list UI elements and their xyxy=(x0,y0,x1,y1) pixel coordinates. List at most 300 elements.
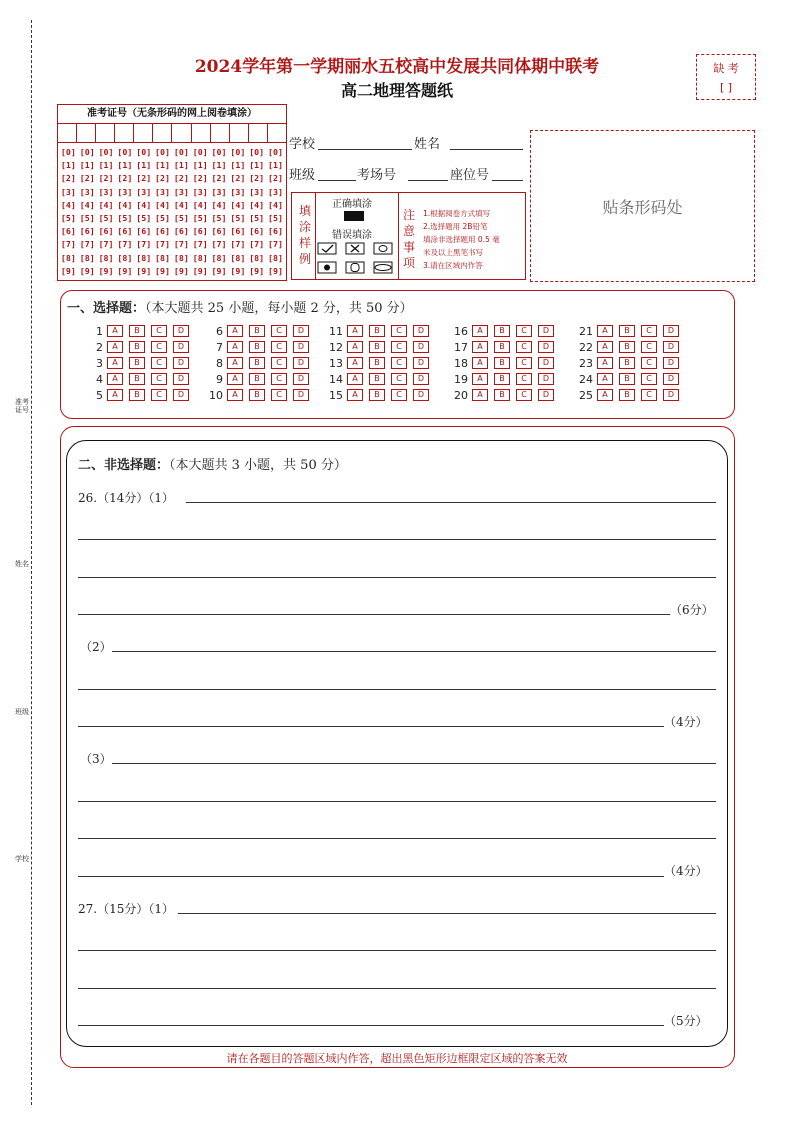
q26-3-line-4[interactable] xyxy=(78,876,664,877)
exam-number-bubble[interactable]: [2] xyxy=(79,173,95,184)
exam-number-bubble[interactable]: [4] xyxy=(230,199,246,210)
option-bubble[interactable]: A xyxy=(347,357,363,369)
option-bubble[interactable]: A xyxy=(597,357,613,369)
exam-number-bubble[interactable]: [3] xyxy=(192,186,208,197)
option-bubble[interactable]: B xyxy=(369,389,385,401)
choice-section-header xyxy=(67,297,413,316)
exam-number-bubble[interactable]: [2] xyxy=(268,173,284,184)
exam-number-write-cell[interactable] xyxy=(96,124,115,142)
exam-number-bubble[interactable]: [8] xyxy=(173,252,189,263)
exam-number-bubble[interactable]: [5] xyxy=(155,213,171,224)
option-bubble[interactable]: D xyxy=(413,357,429,369)
exam-title: 2024学年第一学期丽水五校高中发展共同体期中联考 xyxy=(194,57,600,77)
exam-number-bubble[interactable]: [2] xyxy=(136,173,152,184)
option-bubble[interactable]: D xyxy=(173,373,189,385)
exam-number-bubble[interactable]: [3] xyxy=(268,186,284,197)
exam-number-bubble[interactable]: [9] xyxy=(249,265,265,276)
option-bubble[interactable]: A xyxy=(597,341,613,353)
option-bubble[interactable]: D xyxy=(413,389,429,401)
exam-number-write-cell[interactable] xyxy=(153,124,172,142)
exam-number-bubble[interactable]: [1] xyxy=(117,160,133,171)
option-bubble[interactable]: D xyxy=(663,357,679,369)
option-bubble[interactable]: B xyxy=(619,389,635,401)
option-bubble[interactable]: B xyxy=(619,325,635,337)
option-bubble[interactable]: A xyxy=(472,341,488,353)
option-bubble[interactable]: D xyxy=(538,341,554,353)
exam-number-bubble[interactable]: [7] xyxy=(60,239,76,250)
seat-label: 座位号 xyxy=(450,168,490,183)
option-bubble[interactable]: A xyxy=(227,389,243,401)
exam-number-bubble[interactable]: [9] xyxy=(192,265,208,276)
fill-sample-side-label: 填 涂 样 例 xyxy=(298,204,311,266)
option-bubble[interactable]: C xyxy=(641,357,657,369)
room-label: 考场号 xyxy=(357,168,397,183)
barcode-area xyxy=(530,130,755,282)
option-bubble[interactable]: A xyxy=(472,389,488,401)
exam-number-bubble[interactable]: [2] xyxy=(192,173,208,184)
q26-3-label: （3） xyxy=(80,752,112,766)
exam-number-bubble[interactable]: [9] xyxy=(230,265,246,276)
option-bubble[interactable]: A xyxy=(107,357,123,369)
exam-number-bubble[interactable]: [8] xyxy=(249,252,265,263)
exam-number-bubble[interactable]: [3] xyxy=(117,186,133,197)
exam-number-bubble[interactable]: [8] xyxy=(192,252,208,263)
exam-number-bubble[interactable]: [5] xyxy=(98,213,114,224)
exam-number-bubble[interactable]: [2] xyxy=(60,173,76,184)
option-bubble[interactable]: D xyxy=(538,373,554,385)
exam-number-bubble[interactable]: [3] xyxy=(230,186,246,197)
exam-number-bubble[interactable]: [1] xyxy=(60,160,76,171)
choice-question-row xyxy=(81,387,195,403)
exam-number-bubble[interactable]: [1] xyxy=(98,160,114,171)
class-field[interactable] xyxy=(318,180,356,181)
exam-number-bubble[interactable]: [6] xyxy=(60,226,76,237)
school-label: 学校 xyxy=(289,137,316,152)
option-bubble[interactable]: D xyxy=(413,341,429,353)
q26-1-line-2[interactable] xyxy=(78,539,716,540)
option-bubble[interactable]: D xyxy=(293,325,309,337)
exam-number-bubble[interactable]: [5] xyxy=(136,213,152,224)
exam-number-bubble[interactable]: [7] xyxy=(230,239,246,250)
exam-number-bubble[interactable]: [9] xyxy=(117,265,133,276)
option-bubble[interactable]: C xyxy=(641,341,657,353)
option-bubble[interactable]: C xyxy=(391,373,407,385)
exam-number-bubble[interactable]: [5] xyxy=(60,213,76,224)
exam-number-bubble[interactable]: [7] xyxy=(173,239,189,250)
exam-number-bubble[interactable]: [5] xyxy=(79,213,95,224)
exam-number-bubble[interactable]: [9] xyxy=(136,265,152,276)
option-bubble[interactable]: C xyxy=(151,357,167,369)
exam-number-bubble[interactable]: [7] xyxy=(249,239,265,250)
option-bubble[interactable]: C xyxy=(516,373,532,385)
option-bubble[interactable]: D xyxy=(173,389,189,401)
exam-number-bubble[interactable]: [0] xyxy=(136,147,152,157)
option-bubble[interactable]: D xyxy=(173,357,189,369)
exam-number-bubble[interactable]: [2] xyxy=(211,173,227,184)
exam-number-bubble[interactable]: [3] xyxy=(79,186,95,197)
q26-3-line-1[interactable] xyxy=(112,763,716,764)
option-bubble[interactable]: B xyxy=(619,341,635,353)
choice-question-row xyxy=(81,339,195,355)
option-bubble[interactable]: D xyxy=(173,341,189,353)
option-bubble[interactable]: C xyxy=(271,357,287,369)
exam-number-write-cell[interactable] xyxy=(172,124,191,142)
option-bubble[interactable]: A xyxy=(472,373,488,385)
exam-number-bubble[interactable]: [5] xyxy=(117,213,133,224)
question-number: 4 xyxy=(96,372,103,386)
option-bubble[interactable]: A xyxy=(227,325,243,337)
room-field[interactable] xyxy=(408,180,448,181)
option-bubble[interactable]: B xyxy=(369,341,385,353)
option-bubble[interactable]: A xyxy=(227,373,243,385)
question-number: 22 xyxy=(579,340,593,354)
option-bubble[interactable]: B xyxy=(249,325,265,337)
option-bubble[interactable]: B xyxy=(494,325,510,337)
q27-label: 27.（15分）（1） xyxy=(78,902,174,916)
exam-number-bubble[interactable]: [3] xyxy=(60,186,76,197)
exam-number-bubble[interactable]: [2] xyxy=(117,173,133,184)
q26-1-line-4[interactable] xyxy=(78,614,670,615)
exam-number-bubble[interactable]: [6] xyxy=(136,226,152,237)
option-bubble[interactable]: A xyxy=(597,325,613,337)
exam-number-bubble[interactable]: [8] xyxy=(98,252,114,263)
exam-number-bubble[interactable]: [6] xyxy=(192,226,208,237)
option-bubble[interactable]: C xyxy=(391,325,407,337)
exam-number-bubble[interactable]: [4] xyxy=(60,199,76,210)
exam-number-write-cell[interactable] xyxy=(134,124,153,142)
q26-3-line-3[interactable] xyxy=(78,838,716,839)
choice-desc: （本大题共 25 小题，每小题 2 分，共 50 分） xyxy=(145,301,413,316)
exam-number-write-cell[interactable] xyxy=(230,124,249,142)
exam-number-bubble[interactable]: [5] xyxy=(173,213,189,224)
exam-number-bubble[interactable]: [9] xyxy=(268,265,284,276)
option-bubble[interactable]: B xyxy=(369,357,385,369)
option-bubble[interactable]: B xyxy=(129,389,145,401)
option-bubble[interactable]: C xyxy=(391,389,407,401)
school-field[interactable] xyxy=(318,149,412,150)
exam-number-bubble[interactable]: [0] xyxy=(211,147,227,157)
exam-number-bubble[interactable]: [8] xyxy=(79,252,95,263)
exam-number-bubble[interactable]: [9] xyxy=(173,265,189,276)
exam-number-bubble[interactable]: [1] xyxy=(268,160,284,171)
option-bubble[interactable]: A xyxy=(107,341,123,353)
exam-number-bubble[interactable]: [7] xyxy=(98,239,114,250)
option-bubble[interactable]: A xyxy=(107,373,123,385)
exam-number-bubble[interactable]: [3] xyxy=(155,186,171,197)
exam-number-bubble[interactable]: [4] xyxy=(192,199,208,210)
option-bubble[interactable]: C xyxy=(271,389,287,401)
q26-1-line-1[interactable] xyxy=(186,502,716,503)
exam-number-bubble[interactable]: [3] xyxy=(173,186,189,197)
option-bubble[interactable]: C xyxy=(151,325,167,337)
exam-number-write-cell[interactable] xyxy=(192,124,211,142)
question-number: 10 xyxy=(209,388,223,402)
option-bubble[interactable]: C xyxy=(641,373,657,385)
option-bubble[interactable]: B xyxy=(619,357,635,369)
option-bubble[interactable]: A xyxy=(347,389,363,401)
option-bubble[interactable]: C xyxy=(516,341,532,353)
exam-number-bubble[interactable]: [9] xyxy=(60,265,76,276)
exam-number-bubble[interactable]: [2] xyxy=(98,173,114,184)
exam-number-column xyxy=(172,146,191,278)
option-bubble[interactable]: B xyxy=(494,389,510,401)
exam-number-bubble[interactable]: [5] xyxy=(230,213,246,224)
option-bubble[interactable]: A xyxy=(472,357,488,369)
exam-number-bubble[interactable]: [0] xyxy=(60,147,76,157)
wrong-fill-label: 错误填涂 xyxy=(332,230,372,241)
option-bubble[interactable]: B xyxy=(129,357,145,369)
exam-number-bubble[interactable]: [4] xyxy=(211,199,227,210)
exam-number-box xyxy=(57,104,287,281)
exam-number-bubble[interactable]: [1] xyxy=(192,160,208,171)
exam-number-bubble[interactable]: [7] xyxy=(211,239,227,250)
q27-1-line-4[interactable] xyxy=(78,1025,664,1026)
q26-2-line-3[interactable] xyxy=(78,726,664,727)
exam-number-bubble[interactable]: [3] xyxy=(249,186,265,197)
notice-item: 米及以上黑笔书写 xyxy=(423,248,483,257)
exam-number-bubble[interactable]: [3] xyxy=(136,186,152,197)
exam-number-write-cell[interactable] xyxy=(77,124,96,142)
option-bubble[interactable]: A xyxy=(107,389,123,401)
option-bubble[interactable]: C xyxy=(271,325,287,337)
option-bubble[interactable]: C xyxy=(391,357,407,369)
option-bubble[interactable]: C xyxy=(151,341,167,353)
question-number: 6 xyxy=(216,324,223,338)
exam-number-bubble[interactable]: [4] xyxy=(136,199,152,210)
option-bubble[interactable]: B xyxy=(619,373,635,385)
option-bubble[interactable]: D xyxy=(293,373,309,385)
option-bubble[interactable]: B xyxy=(494,373,510,385)
exam-number-bubble[interactable]: [1] xyxy=(155,160,171,171)
exam-number-bubble[interactable]: [8] xyxy=(155,252,171,263)
option-bubble[interactable]: D xyxy=(293,341,309,353)
exam-number-bubble[interactable]: [6] xyxy=(98,226,114,237)
question-number: 7 xyxy=(216,340,223,354)
choice-question-row xyxy=(201,371,315,387)
exam-number-write-cell[interactable] xyxy=(249,124,268,142)
exam-number-bubble[interactable]: [1] xyxy=(136,160,152,171)
option-bubble[interactable]: D xyxy=(663,341,679,353)
choice-question-row xyxy=(571,339,685,355)
exam-number-bubble[interactable]: [4] xyxy=(155,199,171,210)
choice-question-row xyxy=(81,371,195,387)
q26-1-line-3[interactable] xyxy=(78,577,716,578)
option-bubble[interactable]: A xyxy=(472,325,488,337)
option-bubble[interactable]: A xyxy=(347,341,363,353)
option-bubble[interactable]: B xyxy=(249,357,265,369)
exam-number-bubble[interactable]: [4] xyxy=(98,199,114,210)
exam-number-bubble[interactable]: [8] xyxy=(268,252,284,263)
correct-fill-label: 正确填涂 xyxy=(332,199,372,210)
option-bubble[interactable]: A xyxy=(597,373,613,385)
exam-number-bubble[interactable]: [6] xyxy=(155,226,171,237)
exam-number-bubble[interactable]: [8] xyxy=(211,252,227,263)
exam-number-bubble[interactable]: [0] xyxy=(268,147,284,157)
option-bubble[interactable]: D xyxy=(663,373,679,385)
option-bubble[interactable]: D xyxy=(413,373,429,385)
option-bubble[interactable]: B xyxy=(369,325,385,337)
exam-number-bubble[interactable]: [4] xyxy=(249,199,265,210)
exam-number-bubble[interactable]: [1] xyxy=(79,160,95,171)
option-bubble[interactable]: C xyxy=(516,357,532,369)
exam-number-bubble[interactable]: [8] xyxy=(230,252,246,263)
option-bubble[interactable]: C xyxy=(391,341,407,353)
exam-number-write-row[interactable] xyxy=(58,124,286,143)
exam-number-bubble[interactable]: [7] xyxy=(268,239,284,250)
exam-number-bubble-grid[interactable] xyxy=(58,143,286,278)
exam-number-bubble[interactable]: [0] xyxy=(173,147,189,157)
exam-number-bubble[interactable]: [7] xyxy=(79,239,95,250)
option-bubble[interactable]: A xyxy=(227,341,243,353)
option-bubble[interactable]: C xyxy=(271,341,287,353)
option-bubble[interactable]: D xyxy=(413,325,429,337)
exam-number-bubble[interactable]: [6] xyxy=(249,226,265,237)
exam-number-bubble[interactable]: [0] xyxy=(79,147,95,157)
exam-number-bubble[interactable]: [1] xyxy=(249,160,265,171)
exam-number-bubble[interactable]: [4] xyxy=(79,199,95,210)
exam-number-bubble[interactable]: [1] xyxy=(230,160,246,171)
option-bubble[interactable]: B xyxy=(494,357,510,369)
exam-number-bubble[interactable]: [0] xyxy=(117,147,133,157)
exam-number-bubble[interactable]: [7] xyxy=(136,239,152,250)
exam-number-column xyxy=(59,146,78,278)
seat-field[interactable] xyxy=(492,180,523,181)
option-bubble[interactable]: B xyxy=(249,389,265,401)
option-bubble[interactable]: B xyxy=(249,373,265,385)
exam-number-bubble[interactable]: [2] xyxy=(230,173,246,184)
exam-number-bubble[interactable]: [6] xyxy=(268,226,284,237)
q27-1-line-3[interactable] xyxy=(78,988,716,989)
option-bubble[interactable]: D xyxy=(293,389,309,401)
choice-question-row xyxy=(321,387,435,403)
exam-number-bubble[interactable]: [7] xyxy=(155,239,171,250)
exam-number-bubble[interactable]: [9] xyxy=(79,265,95,276)
name-field[interactable] xyxy=(450,149,523,150)
exam-number-bubble[interactable]: [8] xyxy=(60,252,76,263)
option-bubble[interactable]: B xyxy=(129,373,145,385)
exam-number-bubble[interactable]: [8] xyxy=(117,252,133,263)
option-bubble[interactable]: A xyxy=(597,389,613,401)
fill-sample-box xyxy=(291,192,526,280)
exam-number-bubble[interactable]: [5] xyxy=(268,213,284,224)
choice-column xyxy=(201,323,315,403)
option-bubble[interactable]: C xyxy=(641,325,657,337)
exam-number-bubble[interactable]: [0] xyxy=(249,147,265,157)
exam-number-bubble[interactable]: [4] xyxy=(173,199,189,210)
option-bubble[interactable]: B xyxy=(369,373,385,385)
q26-label: 26.（14分）（1） xyxy=(78,491,174,505)
exam-number-bubble[interactable]: [0] xyxy=(98,147,114,157)
exam-number-bubble[interactable]: [2] xyxy=(155,173,171,184)
exam-number-write-cell[interactable] xyxy=(115,124,134,142)
question-number: 9 xyxy=(216,372,223,386)
option-bubble[interactable]: D xyxy=(538,325,554,337)
exam-number-bubble[interactable]: [2] xyxy=(249,173,265,184)
question-number: 17 xyxy=(454,340,468,354)
exam-number-bubble[interactable]: [6] xyxy=(173,226,189,237)
option-bubble[interactable]: C xyxy=(271,373,287,385)
exam-number-bubble[interactable]: [6] xyxy=(117,226,133,237)
correct-fill-example xyxy=(344,211,364,221)
nonchoice-desc: （本大题共 3 小题，共 50 分） xyxy=(169,458,347,473)
option-bubble[interactable]: A xyxy=(227,357,243,369)
option-bubble[interactable]: A xyxy=(347,325,363,337)
exam-number-bubble[interactable]: [5] xyxy=(249,213,265,224)
option-bubble[interactable]: A xyxy=(107,325,123,337)
exam-number-bubble[interactable]: [9] xyxy=(98,265,114,276)
absent-mark[interactable]: [ ] xyxy=(719,81,733,94)
exam-number-bubble[interactable]: [9] xyxy=(211,265,227,276)
exam-number-bubble[interactable]: [9] xyxy=(155,265,171,276)
option-bubble[interactable]: B xyxy=(249,341,265,353)
q26-3-line-2[interactable] xyxy=(78,801,716,802)
option-bubble[interactable]: C xyxy=(516,325,532,337)
exam-number-bubble[interactable]: [5] xyxy=(192,213,208,224)
exam-number-bubble[interactable]: [0] xyxy=(192,147,208,157)
exam-number-bubble[interactable]: [1] xyxy=(211,160,227,171)
notice-side-label: 注 意 事 项 xyxy=(402,208,415,270)
exam-number-bubble[interactable]: [7] xyxy=(117,239,133,250)
exam-number-bubble[interactable]: [5] xyxy=(211,213,227,224)
option-bubble[interactable]: C xyxy=(151,389,167,401)
exam-number-write-cell[interactable] xyxy=(58,124,77,142)
option-bubble[interactable]: D xyxy=(663,389,679,401)
option-bubble[interactable]: C xyxy=(516,389,532,401)
option-bubble[interactable]: A xyxy=(347,373,363,385)
option-bubble[interactable]: D xyxy=(538,389,554,401)
exam-number-bubble[interactable]: [1] xyxy=(173,160,189,171)
q27-1-line-1[interactable] xyxy=(178,913,716,914)
exam-number-write-cell[interactable] xyxy=(268,124,286,142)
option-bubble[interactable]: C xyxy=(151,373,167,385)
exam-number-bubble[interactable]: [0] xyxy=(155,147,171,157)
exam-number-bubble[interactable]: [3] xyxy=(211,186,227,197)
question-number: 19 xyxy=(454,372,468,386)
q26-2-line-1[interactable] xyxy=(112,651,716,652)
exam-number-bubble[interactable]: [7] xyxy=(192,239,208,250)
absent-box[interactable] xyxy=(696,54,756,100)
option-bubble[interactable]: C xyxy=(641,389,657,401)
option-bubble[interactable]: D xyxy=(538,357,554,369)
exam-number-bubble[interactable]: [4] xyxy=(268,199,284,210)
q26-2-line-2[interactable] xyxy=(78,689,716,690)
exam-number-bubble[interactable]: [3] xyxy=(98,186,114,197)
q26-3-score: （4分） xyxy=(664,864,708,878)
exam-number-write-cell[interactable] xyxy=(211,124,230,142)
option-bubble[interactable]: B xyxy=(494,341,510,353)
q27-1-line-2[interactable] xyxy=(78,950,716,951)
binding-label-name: 姓名 xyxy=(15,560,29,568)
exam-number-bubble[interactable]: [6] xyxy=(211,226,227,237)
exam-number-bubble[interactable]: [6] xyxy=(79,226,95,237)
option-bubble[interactable]: B xyxy=(129,325,145,337)
exam-number-column xyxy=(228,146,247,278)
exam-number-bubble[interactable]: [0] xyxy=(230,147,246,157)
exam-number-bubble[interactable]: [4] xyxy=(117,199,133,210)
exam-number-column xyxy=(191,146,210,278)
choice-question-row xyxy=(321,339,435,355)
option-bubble[interactable]: B xyxy=(129,341,145,353)
exam-number-bubble[interactable]: [6] xyxy=(230,226,246,237)
exam-number-bubble[interactable]: [8] xyxy=(136,252,152,263)
choice-question-row xyxy=(446,371,560,387)
exam-number-bubble[interactable]: [2] xyxy=(173,173,189,184)
option-bubble[interactable]: D xyxy=(293,357,309,369)
option-bubble[interactable]: D xyxy=(663,325,679,337)
exam-number-title: 准考证号（无条形码的网上阅卷填涂） xyxy=(58,105,286,124)
option-bubble[interactable]: D xyxy=(173,325,189,337)
notice-item: 填涂非选择题用 0.5 毫 xyxy=(423,235,500,244)
